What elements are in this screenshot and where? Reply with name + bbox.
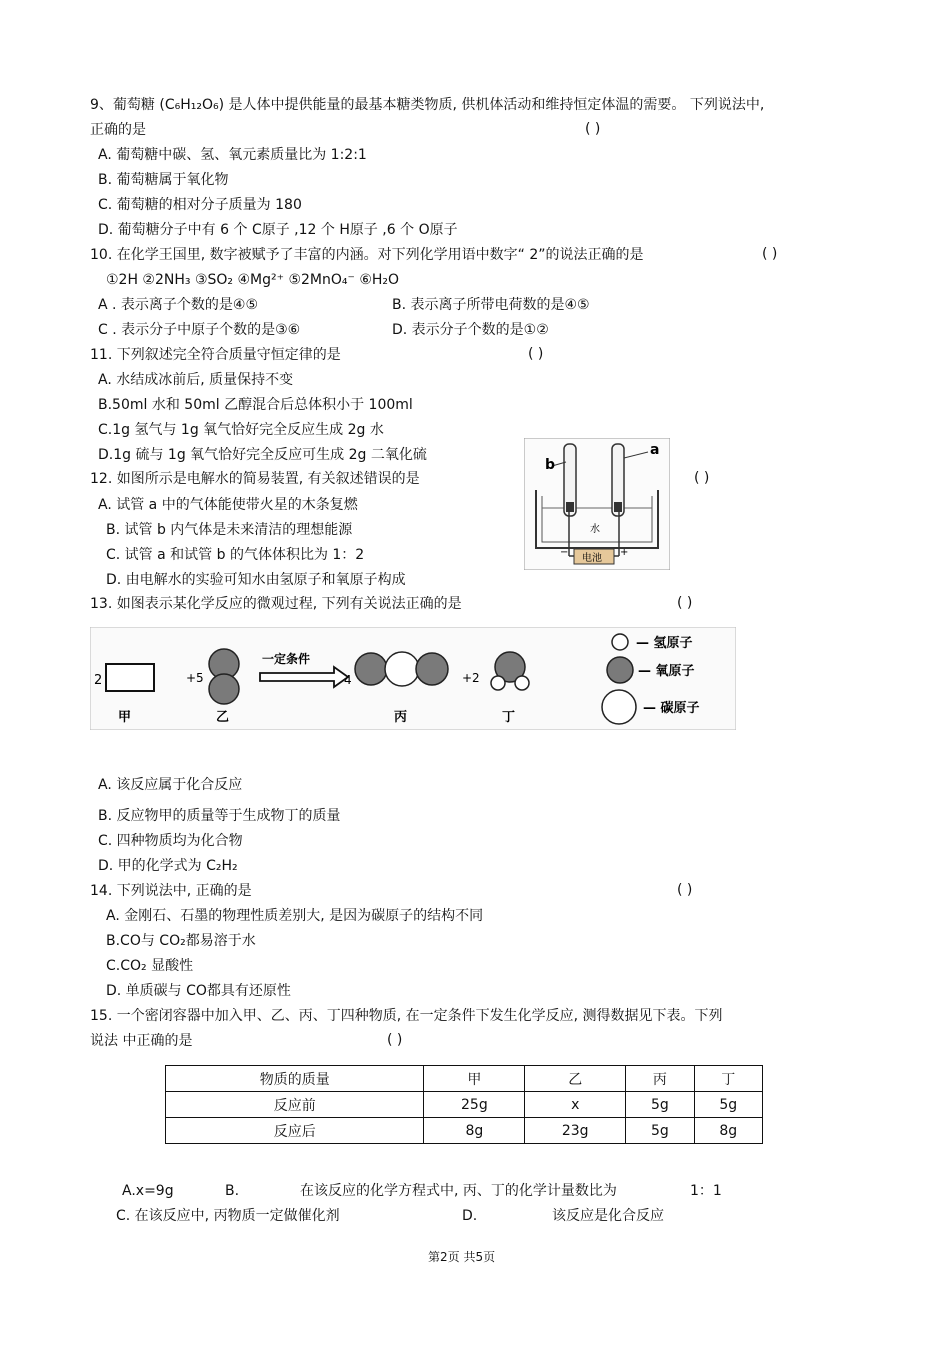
table-header-cell: 甲 <box>424 1066 525 1092</box>
q9-stem-2: 正确的是 <box>90 122 146 138</box>
q14-paren: ( ) <box>677 882 693 898</box>
coef-ding: +2 <box>462 671 480 685</box>
label-yi: 乙 <box>216 710 230 725</box>
q10-stem: 10. 在化学王国里, 数字被赋予了丰富的内涵。对下列化学用语中数字“ 2”的说法正确的是 <box>90 247 644 263</box>
q11-option-a: A. 水结成冰前后, 质量保持不变 <box>98 372 294 388</box>
q13-paren: ( ) <box>677 595 693 611</box>
table-cell: 25g <box>424 1092 525 1118</box>
table-header-cell: 物质的质量 <box>166 1066 424 1092</box>
q9-stem: 9、葡萄糖 (C₆H₁₂O₆) 是人体中提供能量的最基本糖类物质, 供机体活动和维持恒定体温的需要。 下列说法中, <box>90 97 765 113</box>
coef-jia: 2 <box>94 673 103 688</box>
table-header-cell: 丁 <box>694 1066 762 1092</box>
q11-paren: ( ) <box>528 346 544 362</box>
q9-option-b: B. 葡萄糖属于氧化物 <box>98 172 229 188</box>
q15-option-d: 该反应是化合反应 <box>552 1208 664 1224</box>
q13-stem: 13. 如图表示某化学反应的微观过程, 下列有关说法正确的是 <box>90 596 462 612</box>
q10-option-d: D. 表示分子个数的是①② <box>392 322 549 338</box>
q10-option-c: C . 表示分子中原子个数的是③⑥ <box>98 322 301 338</box>
legend-oxygen: — 氧原子 <box>638 664 695 679</box>
q9-option-c: C. 葡萄糖的相对分子质量为 180 <box>98 197 302 213</box>
legend-carbon: — 碳原子 <box>643 701 700 716</box>
q14-option-c: C.CO₂ 显酸性 <box>106 958 194 974</box>
tube-label-b: b <box>545 457 556 473</box>
battery-label: 电池 <box>582 553 602 564</box>
label-ding: 丁 <box>502 710 516 725</box>
table-cell: 8g <box>424 1118 525 1144</box>
table-row <box>166 1118 763 1144</box>
q15-option-a: A.x=9g <box>122 1183 174 1199</box>
q9-paren: ( ) <box>585 121 601 137</box>
electrolysis-figure <box>524 438 670 570</box>
q9-option-d: D. 葡萄糖分子中有 6 个 C原子 ,12 个 H原子 ,6 个 O原子 <box>98 222 458 238</box>
q15-option-c: C. 在该反应中, 丙物质一定做催化剂 <box>116 1208 340 1224</box>
q12-option-a: A. 试管 a 中的气体能使带火星的木条复燃 <box>98 497 358 513</box>
table-cell: 23g <box>525 1118 626 1144</box>
mass-table <box>165 1065 763 1144</box>
q11-option-d: D.1g 硫与 1g 氧气恰好完全反应可生成 2g 二氧化硫 <box>98 447 427 463</box>
q15-paren: ( ) <box>387 1032 403 1048</box>
q15-stem-2: 说法 中正确的是 <box>90 1033 193 1049</box>
battery-plus: + <box>620 547 629 558</box>
label-jia: 甲 <box>118 710 132 725</box>
label-bing: 丙 <box>394 710 408 725</box>
battery-minus: − <box>560 547 569 558</box>
q12-option-d: D. 由电解水的实验可知水由氢原子和氧原子构成 <box>106 572 406 588</box>
coef-yi: +5 <box>186 671 204 685</box>
reaction-figure <box>90 627 736 730</box>
q9-option-a: A. 葡萄糖中碳、氢、氧元素质量比为 1:2:1 <box>98 147 367 163</box>
table-cell: 反应前 <box>166 1092 424 1118</box>
q15-option-b-ratio: 1：1 <box>690 1183 722 1199</box>
legend-hydrogen: — 氢原子 <box>636 636 693 651</box>
page-footer: 第2页 共5页 <box>428 1250 496 1264</box>
q12-stem: 12. 如图所示是电解水的简易装置, 有关叙述错误的是 <box>90 471 420 487</box>
q11-stem: 11. 下列叙述完全符合质量守恒定律的是 <box>90 347 341 363</box>
q12-option-c: C. 试管 a 和试管 b 的气体体积比为 1：2 <box>106 547 365 563</box>
table-cell: 8g <box>694 1118 762 1144</box>
q13-option-d: D. 甲的化学式为 C₂H₂ <box>98 858 238 874</box>
q10-option-a: A . 表示离子个数的是④⑤ <box>98 297 259 313</box>
q14-stem: 14. 下列说法中, 正确的是 <box>90 883 252 899</box>
q10-symbols: ①2H ②2NH₃ ③SO₂ ④Mg²⁺ ⑤2MnO₄⁻ ⑥H₂O <box>106 272 400 288</box>
table-cell: x <box>525 1092 626 1118</box>
q13-option-b: B. 反应物甲的质量等于生成物丁的质量 <box>98 808 341 824</box>
q13-option-a: A. 该反应属于化合反应 <box>98 777 243 793</box>
q11-option-b: B.50ml 水和 50ml 乙醇混合后总体积小于 100ml <box>98 397 413 413</box>
table-cell: 5g <box>626 1092 694 1118</box>
table-header-cell: 丙 <box>626 1066 694 1092</box>
coef-bing: 4 <box>344 673 352 687</box>
table-cell: 5g <box>626 1118 694 1144</box>
table-row <box>166 1092 763 1118</box>
q15-option-d-label: D. <box>462 1208 478 1224</box>
q11-option-c: C.1g 氢气与 1g 氧气恰好完全反应生成 2g 水 <box>98 422 384 438</box>
q14-option-a: A. 金刚石、石墨的物理性质差别大, 是因为碳原子的结构不同 <box>106 908 484 924</box>
tube-label-a: a <box>650 442 660 458</box>
q15-stem: 15. 一个密闭容器中加入甲、乙、丙、丁四种物质, 在一定条件下发生化学反应, 测得数据见下表。下列 <box>90 1008 723 1024</box>
table-header-row <box>166 1066 763 1092</box>
table-cell: 5g <box>694 1092 762 1118</box>
q12-paren: ( ) <box>694 470 710 486</box>
q12-option-b: B. 试管 b 内气体是未来清洁的理想能源 <box>106 522 353 538</box>
arrow-condition: 一定条件 <box>262 652 311 666</box>
q14-option-b: B.CO与 CO₂都易溶于水 <box>106 933 256 949</box>
q15-option-b-label: B. <box>225 1183 240 1199</box>
table-cell: 反应后 <box>166 1118 424 1144</box>
q15-option-b: 在该反应的化学方程式中, 丙、丁的化学计量数比为 <box>300 1183 617 1199</box>
q10-option-b: B. 表示离子所带电荷数的是④⑤ <box>392 297 590 313</box>
q13-option-c: C. 四种物质均为化合物 <box>98 833 243 849</box>
q10-paren: ( ) <box>762 246 778 262</box>
water-label: 水 <box>590 524 600 535</box>
table-header-cell: 乙 <box>525 1066 626 1092</box>
q14-option-d: D. 单质碳与 CO都具有还原性 <box>106 983 291 999</box>
